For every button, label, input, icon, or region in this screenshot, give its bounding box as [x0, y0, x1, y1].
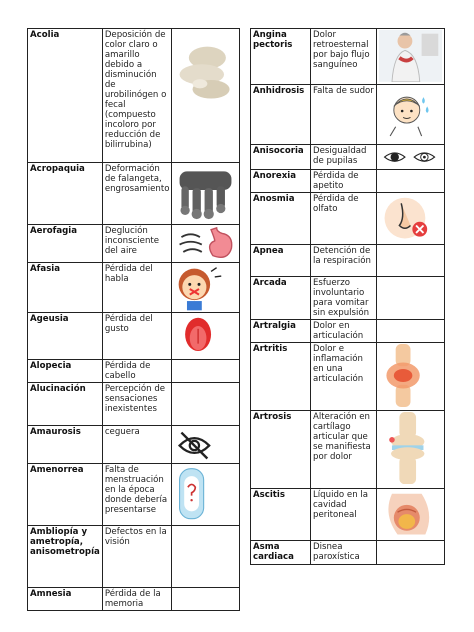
term-cell: Acolia [28, 29, 103, 163]
image-cell [172, 313, 240, 360]
image-cell [172, 526, 240, 588]
term-cell: Arcada [251, 277, 311, 320]
term-cell: Aerofagia [28, 225, 103, 263]
term-cell: Amnesia [28, 588, 103, 611]
term-cell: Ascitis [251, 489, 311, 541]
image-cell [377, 489, 445, 541]
table-row [251, 29, 445, 85]
table-row [251, 145, 445, 170]
table-row [28, 163, 240, 225]
definition-cell: Percepción de sensaciones inexistentes [102, 383, 172, 426]
abdomen-fluid-image [379, 490, 442, 538]
unequal-pupils-image [379, 146, 442, 168]
term-cell: Artritis [251, 343, 311, 411]
pale-stool-image [174, 30, 237, 154]
term-cell: Artrosis [251, 411, 311, 489]
tongue-image [174, 314, 237, 358]
definition-cell: Defectos en la visión [102, 526, 172, 588]
definition-cell: Pérdida del gusto [102, 313, 172, 360]
term-cell: Anhidrosis [251, 85, 311, 145]
term-cell: Acropaquia [28, 163, 103, 225]
image-cell [377, 320, 445, 343]
image-cell [377, 29, 445, 85]
definition-cell: Falta de menstruación en la época donde debería presentarse [102, 464, 172, 526]
term-cell: Alucinación [28, 383, 103, 426]
table-row [28, 225, 240, 263]
image-cell [377, 343, 445, 411]
image-cell [172, 263, 240, 313]
table-row [28, 29, 240, 163]
image-cell [172, 588, 240, 611]
clubbed-fingers-image [174, 164, 237, 221]
image-cell [377, 277, 445, 320]
table-row [28, 313, 240, 360]
muted-girl-image [174, 264, 237, 310]
crossed-eye-icon [174, 427, 237, 462]
inflamed-joint-image [379, 344, 442, 407]
image-cell [172, 383, 240, 426]
table-row [28, 464, 240, 526]
no-smell-icon [379, 194, 442, 242]
definition-cell: Dolor e inflamación en una articulación [311, 343, 377, 411]
definition-cell: Pérdida de apetito [311, 170, 377, 193]
image-cell [377, 411, 445, 489]
term-cell: Asma cardiaca [251, 541, 311, 565]
definition-cell: Dolor en articulación [311, 320, 377, 343]
left-glossary-table [27, 28, 240, 611]
table-row [251, 245, 445, 277]
term-cell: Angina pectoris [251, 29, 311, 85]
table-row [28, 426, 240, 464]
term-cell: Anisocoria [251, 145, 311, 170]
table-row [251, 343, 445, 411]
term-cell: Anorexia [251, 170, 311, 193]
definition-cell: Pérdida de cabello [102, 360, 172, 383]
image-cell [172, 360, 240, 383]
term-cell: Alopecia [28, 360, 103, 383]
definition-cell: Falta de sudor [311, 85, 377, 145]
table-row [28, 383, 240, 426]
definition-cell: Disnea paroxística [311, 541, 377, 565]
image-cell [377, 170, 445, 193]
definition-cell: Líquido en la cavidad peritoneal [311, 489, 377, 541]
chest-pain-man-image [379, 30, 442, 82]
definition-cell: Pérdida de la memoria [102, 588, 172, 611]
image-cell [172, 29, 240, 163]
term-cell: Amenorrea [28, 464, 103, 526]
image-cell [172, 426, 240, 464]
term-cell: Artralgia [251, 320, 311, 343]
table-row [251, 320, 445, 343]
definition-cell: Esfuerzo involuntario para vomitar sin expulsión [311, 277, 377, 320]
right-glossary-table [250, 28, 445, 565]
image-cell [377, 193, 445, 245]
image-cell [172, 163, 240, 225]
definition-cell: Deglución inconsciente del aire [102, 225, 172, 263]
table-row [28, 588, 240, 611]
table-row [251, 489, 445, 541]
table-row [251, 193, 445, 245]
term-cell: Amaurosis [28, 426, 103, 464]
definition-cell: Desigualdad de pupilas [311, 145, 377, 170]
term-cell: Ageusia [28, 313, 103, 360]
table-row [251, 277, 445, 320]
image-cell [377, 541, 445, 565]
term-cell: Ambliopía y ametropía, anisometropía [28, 526, 103, 588]
term-cell: Afasia [28, 263, 103, 313]
table-row [28, 263, 240, 313]
table-row [251, 411, 445, 489]
table-row [251, 170, 445, 193]
table-row [28, 526, 240, 588]
definition-cell: ceguera [102, 426, 172, 464]
image-cell [172, 225, 240, 263]
image-cell [377, 245, 445, 277]
knee-joint-image [379, 412, 442, 484]
term-cell: Anosmia [251, 193, 311, 245]
definition-cell: Detención de la respiración [311, 245, 377, 277]
definition-cell: Dolor retroesternal por bajo flujo sanguíneo [311, 29, 377, 85]
image-cell [377, 85, 445, 145]
definition-cell: Deposición de color claro o amarillo debido a disminución de urobilinógen o fecal (compuesto incoloro por reducción de bilirrubina) [102, 29, 172, 163]
definition-cell: Alteración en cartílago articular que se manifiesta por dolor [311, 411, 377, 489]
definition-cell: Pérdida del habla [102, 263, 172, 313]
sweating-boy-image [379, 86, 442, 142]
image-cell [172, 464, 240, 526]
term-cell: Apnea [251, 245, 311, 277]
table-row [28, 360, 240, 383]
definition-cell: Deformación de falangeta, engrosamiento [102, 163, 172, 225]
definition-cell: Pérdida de olfato [311, 193, 377, 245]
stomach-air-image [174, 226, 237, 261]
pad-question-image [174, 465, 237, 522]
image-cell [377, 145, 445, 170]
table-row [251, 541, 445, 565]
table-row [251, 85, 445, 145]
